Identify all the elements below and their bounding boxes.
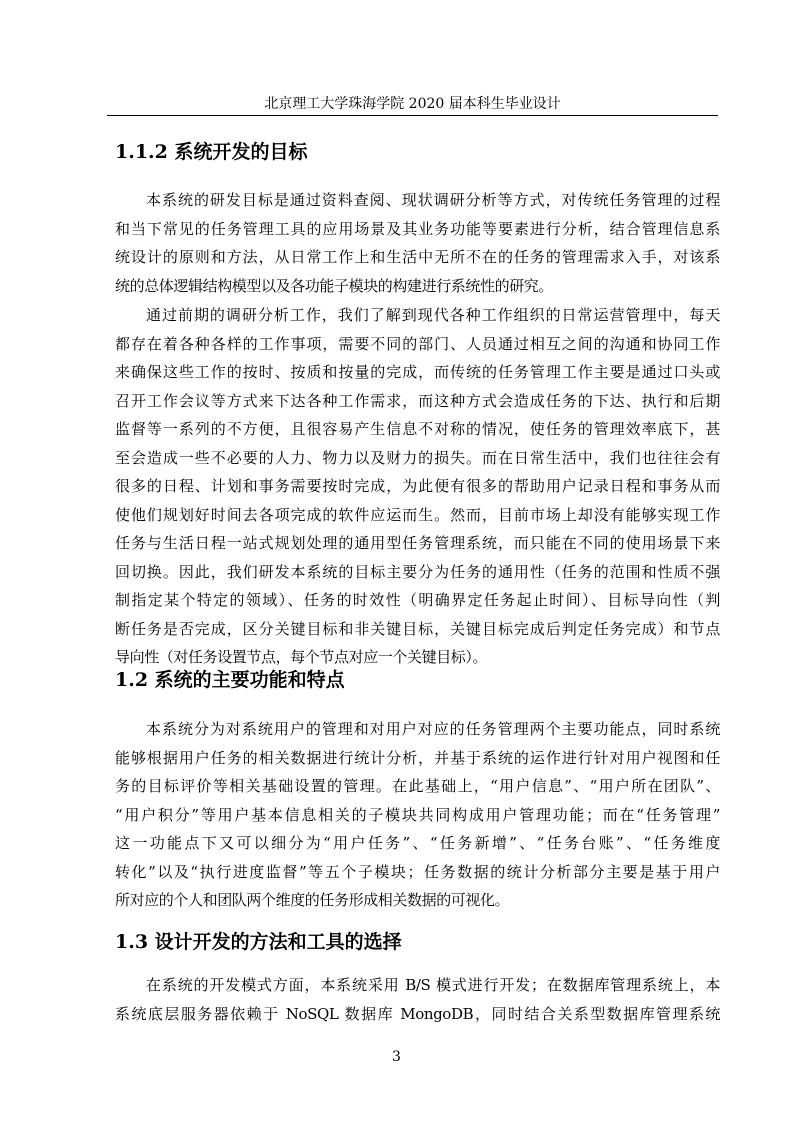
header-rule <box>107 115 718 116</box>
text-line: 召开工作会议等方式来下达各种工作需求，而这种方式会造成任务的下达、执行和后期 <box>115 391 720 410</box>
text-line: 和当下常见的任务管理工具的应用场景及其业务功能等要素进行分析，结合管理信息系 <box>115 219 720 238</box>
text-line: 本系统的研发目标是通过资料查阅、现状调研分析等方式，对传统任务管理的过程 <box>146 191 720 209</box>
text-line: 很多的日程、计划和事务需要按时完成，为此便有很多的帮助用户记录日程和事务从而 <box>115 477 720 495</box>
text-line: 转化”以及“执行进度监督”等五个子模块；任务数据的统计分析部分主要是基于用户 <box>115 862 720 881</box>
text-line: 务的目标评价等相关基础设置的管理。在此基础上，“用户信息”、“用户所在团队”、 <box>115 777 720 795</box>
text-line: 至会造成一些不必要的人力、物力以及财力的损失。而在日常生活中，我们也往往会有 <box>115 448 720 467</box>
text-line: 制指定某个特定的领域）、任务的时效性（明确界定任务起止时间）、目标导向性（判 <box>115 591 720 609</box>
text-line: 使他们规划好时间去各项完成的软件应运而生。然而，目前市场上却没有能够实现工作 <box>115 505 720 524</box>
text-line: 这一功能点下又可以细分为“用户任务”、“任务新增”、“任务台账”、“任务维度 <box>115 834 720 852</box>
text-line: 回切换。因此，我们研发本系统的目标主要分为任务的通用性（任务的范围和性质不强 <box>115 562 720 581</box>
text-line: 来确保这些工作的按时、按质和按量的完成，而传统的任务管理工作主要是通过口头或 <box>115 363 720 381</box>
text-line: 统设计的原则和方法，从日常工作上和生活中无所不在的任务的管理需求入手，对该系 <box>115 248 720 266</box>
page-header: 北京理工大学珠海学院 2020 届本科生毕业设计 <box>264 96 561 112</box>
paragraph-1-3 <box>115 971 720 1028</box>
text-line: 能够根据用户任务的相关数据进行统计分析，并基于系统的运作进行针对用户视图和任 <box>115 748 720 767</box>
text-line: 都存在着各种各样的工作事项，需要不同的部门、人员通过相互之间的沟通和协同工作 <box>115 334 720 353</box>
text-line: 监督等一系列的不方便，且很容易产生信息不对称的情况，使任务的管理效率底下，甚 <box>115 420 720 438</box>
text-line: 导向性（对任务设置节点，每个节点对应一个关键目标）。 <box>115 648 488 666</box>
text-line: 断任务是否完成，区分关键目标和非关键目标，关键目标完成后判定任务完成）和节点 <box>115 619 720 638</box>
text-line: 通过前期的调研分析工作，我们了解到现代各种工作组织的日常运营管理中，每天 <box>146 306 720 324</box>
text-line: 所对应的个人和团队两个维度的任务形成相关数据的可视化。 <box>115 891 510 909</box>
text-line: 系统底层服务器依赖于 NoSQL 数据库 MongoDB，同时结合关系型数据库管理系统 <box>115 1004 720 1023</box>
text-line: 任务与生活日程一站式规划处理的通用型任务管理系统，而只能在不同的使用场景下来 <box>115 534 720 552</box>
text-line: “用户积分”等用户基本信息相关的子模块共同构成用户管理功能；而在“任务管理” <box>115 805 720 824</box>
text-line: 本系统分为对系统用户的管理和对用户对应的任务管理两个主要功能点，同时系统 <box>146 720 720 738</box>
text-line: 统的总体逻辑结构模型以及各功能子模块的构建进行系统性的研究。 <box>115 276 554 295</box>
paragraph-1-1-2-a <box>115 186 720 300</box>
paragraph-1-1-2-b <box>115 301 720 672</box>
heading-1-2: 1.2 系统的主要功能和特点 <box>115 669 345 691</box>
paragraph-1-2 <box>115 715 720 915</box>
heading-1-3: 1.3 设计开发的方法和工具的选择 <box>115 931 402 953</box>
text-line: 在系统的开发模式方面，本系统采用 B/S 模式进行开发；在数据库管理系统上，本 <box>146 976 720 994</box>
heading-1-1-2: 1.1.2 系统开发的目标 <box>115 141 308 163</box>
page-number: 3 <box>392 1049 401 1065</box>
